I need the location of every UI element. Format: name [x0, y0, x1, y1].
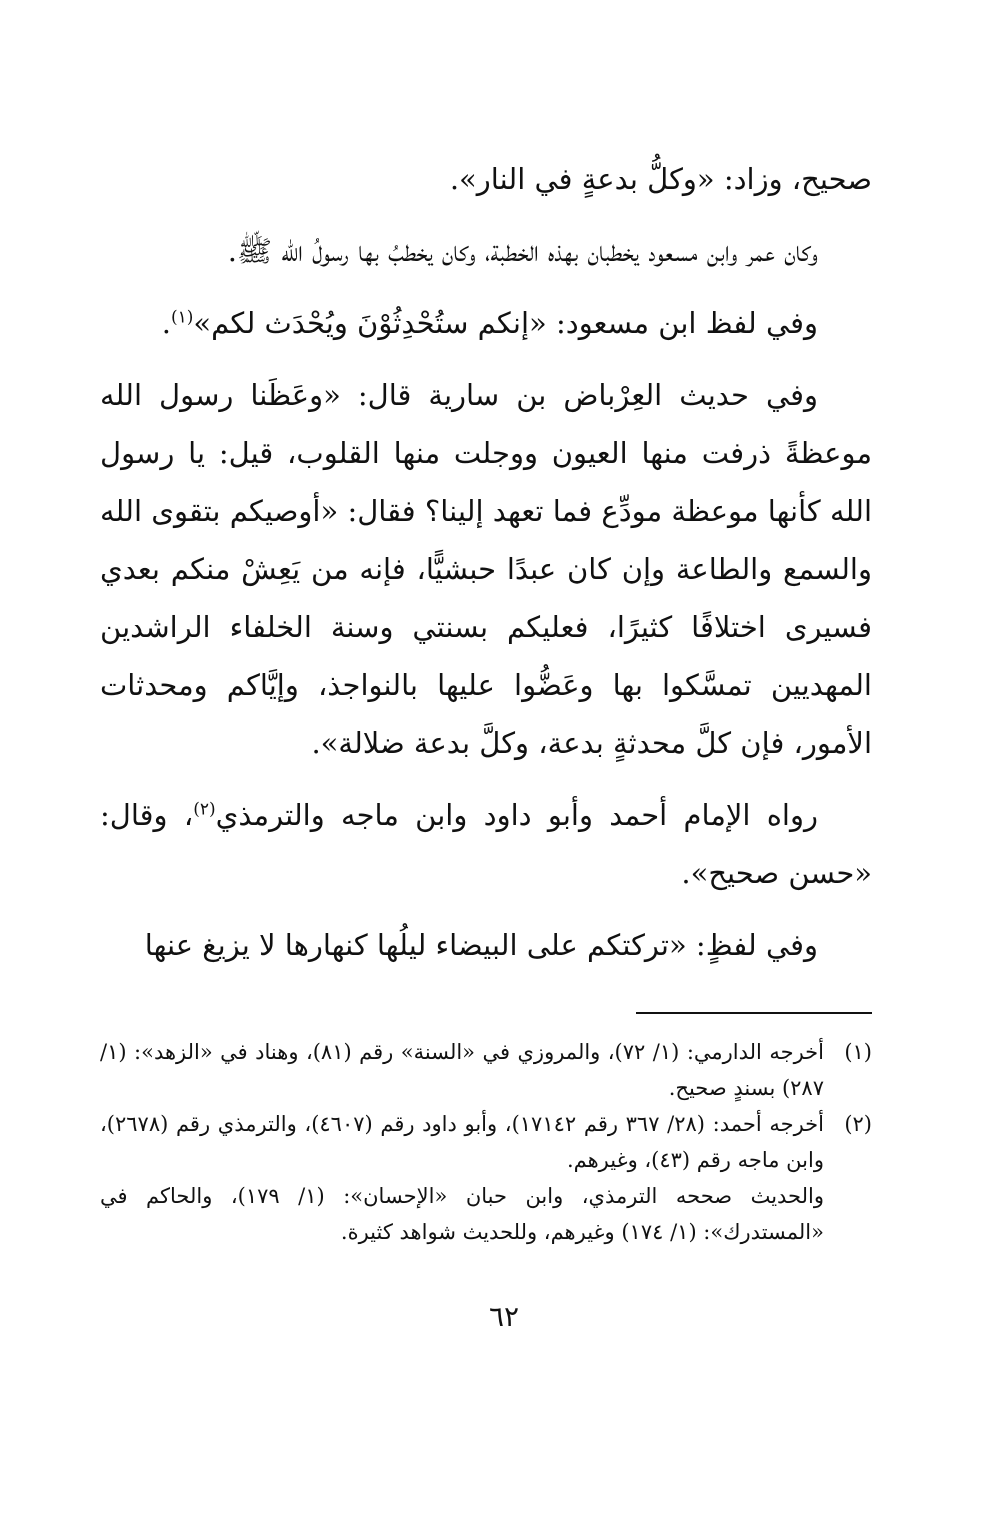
paragraph-6: وفي لفظٍ: «تركتكم على البيضاء ليلُها كنهارها لا يزيغ عنها: [144, 928, 818, 962]
paragraph-5-end: ، وقال: «حسن صحيح».: [100, 798, 872, 890]
footnote-ref-1[interactable]: (١): [170, 307, 194, 328]
footnote-ref-2[interactable]: (٢): [193, 799, 216, 820]
paragraph-2: وكان عمر وابن مسعود يخطبان بهذه الخطبة، وكان يخطبُ بها رسولُ الله ﷺ.: [227, 234, 818, 268]
page-number: ٦٢: [488, 1300, 520, 1333]
paragraph-4: وفي حديث العِرْباض بن سارية قال: «وعَظَنا رسول الله موعظةً ذرفت منها العيون ووجلت منها القلوب، قيل: يا رسول الله كأنها موعظة مودِّع فما تعهد إلينا؟ فقال: «أوصيكم بتقوى الله والسمع والطاعة وإن كان عبدًا حبشيًّا، فإنه من يَعِشْ منكم بعدي فسيرى اختلافًا كثيرًا، فعليكم بسنتي وسنة الخلفاء الراشدين المهديين تمسَّكوا بها وعَضُّوا عليها بالنواجذ، وإيَّاكم ومحدثات الأمور، فإن كلَّ محدثةٍ بدعة، وكلَّ بدعة ضلالة».: [100, 378, 872, 760]
footnote-2-text: أخرجه أحمد: (٢٨/ ٣٦٧ رقم ١٧١٤٢)، وأبو داود رقم (٤٦٠٧)، والترمذي رقم (٢٦٧٨)، وابن ماجه رقم (٤٣)، وغيرهم.: [100, 1112, 824, 1172]
footnote-divider: [636, 1012, 872, 1014]
paragraph-5-text: رواه الإمام أحمد وأبو داود وابن ماجه والترمذي: [215, 798, 818, 832]
paragraph-3: [100, 294, 872, 352]
footnote-2: [100, 1106, 872, 1178]
footnote-2-continuation: والحديث صححه الترمذي، وابن حبان «الإحسان»: (١/ ١٧٩)، والحاكم في «المستدرك»: (١/ ١٧٤) وغيرهم، وللحديث شواهد كثيرة.: [100, 1184, 824, 1244]
footnotes: [100, 1034, 872, 1250]
footnote-1: [100, 1034, 872, 1106]
paragraph-3-text: وفي لفظ ابن مسعود: «إنكم ستُحْدِثُوْنَ ويُحْدَث لكم»: [193, 306, 818, 340]
paragraph-1: صحيح، وزاد: «وكلُّ بدعةٍ في النار».: [449, 162, 872, 196]
footnote-1-text: أخرجه الدارمي: (١/ ٧٢)، والمروزي في «السنة» رقم (٨١)، وهناد في «الزهد»: (١/ ٢٨٧) بسندٍ صحيح.: [100, 1040, 824, 1100]
footnote-2-number: (٢): [844, 1112, 872, 1136]
page-body: [100, 150, 872, 974]
footnote-1-number: (١): [844, 1040, 872, 1064]
paragraph-5: [100, 786, 872, 902]
paragraph-3-end: .: [161, 306, 171, 340]
